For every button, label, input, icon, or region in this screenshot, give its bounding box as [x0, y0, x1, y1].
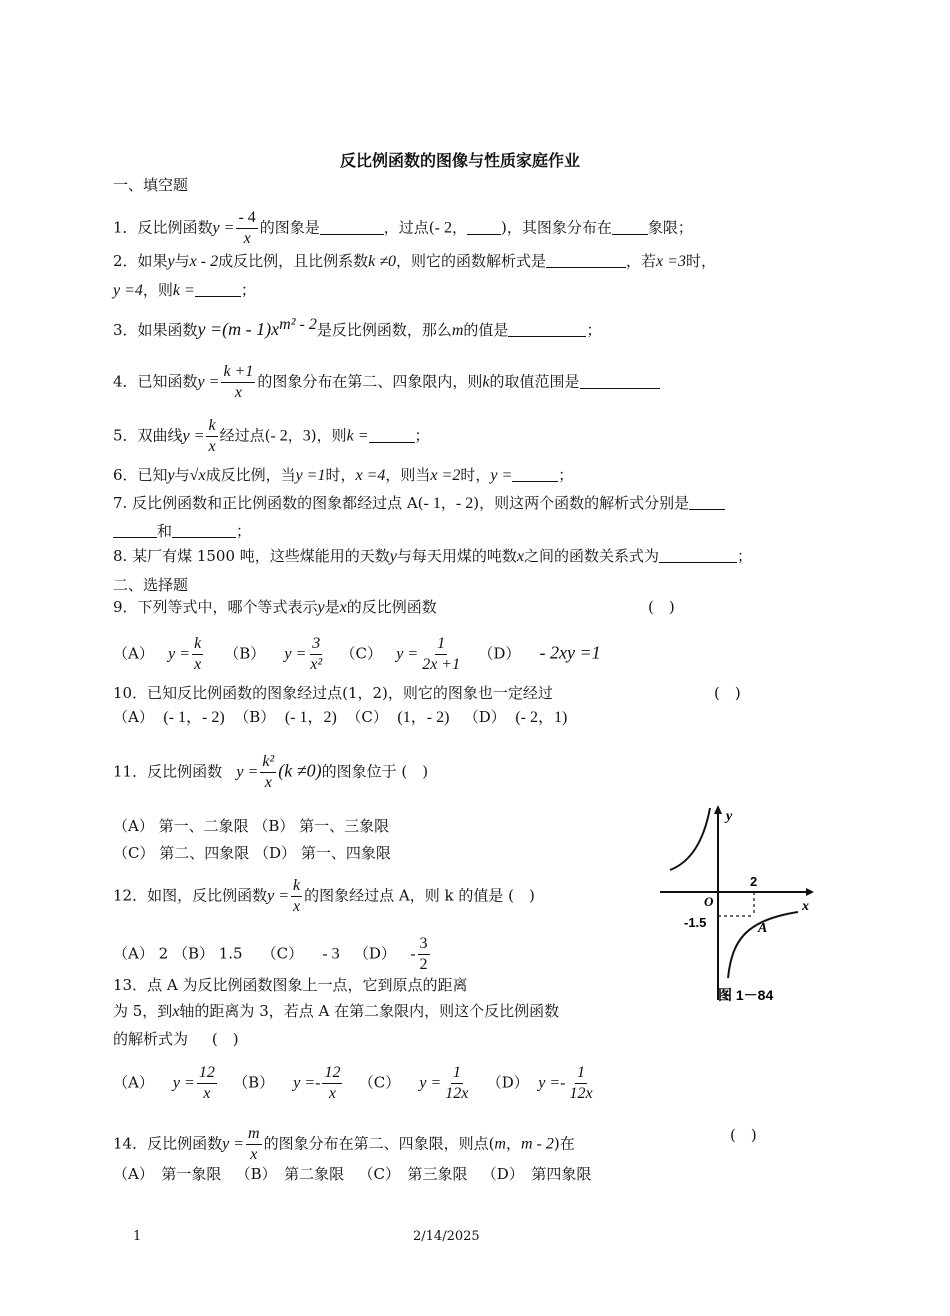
question-10: 10．已知反比例函数的图象经过点(1，2)，则它的图象也一定经过: [113, 684, 553, 702]
page-number: 1: [133, 1229, 142, 1244]
question-12-options: （A） 2 （B） 1.5 （C） - 3 （D） - $\frac{3}{2}$: [113, 935, 428, 973]
question-2: 2．如果y与x - 2成反比例，且比例系数k ≠0，则它的函数解析式是 ，若x =3时，: [113, 252, 716, 270]
question-10-options: （A） (- 1，- 2) （B） (- 1，2) （C） (1，- 2) （D） (- 2，1): [113, 708, 568, 726]
question-6: 6．已知y与√x成反比例，当y =1时，x =4，则当x =2时，y = ；: [113, 466, 574, 484]
section-fill-in: 一、填空题: [113, 176, 189, 194]
question-12: 12．如图，反比例函数y = $\frac{k}{x}$ 的图象经过点 A，则 k 的值是 ( ): [113, 877, 535, 915]
page-title: 反比例函数的图像与性质家庭作业: [340, 151, 581, 170]
x-axis-arrow: [806, 888, 814, 896]
question-7: 7. 反比例函数和正比例函数的图象都经过点 A(- 1，- 2)，则这两个函数的解析式分别是: [113, 492, 725, 515]
question-5: 5．双曲线y = $\frac{k}{x}$ 经过点(- 2，3)，则k = ；: [113, 417, 430, 455]
question-9-options: （A） y = $\frac{k}{x}$ （B） y = $\frac{3}{\text{x²}}$ （C） y = $\frac{1}{2x +1}$ （D） - 2xy =1: [113, 635, 601, 673]
y-axis-arrow: [714, 805, 722, 814]
origin-label: O: [704, 894, 714, 909]
q10-answer-paren: ( ): [714, 684, 741, 702]
hyperbola-figure: [656, 800, 836, 1005]
curve-upper-left: [670, 808, 710, 870]
y-axis-label: y: [726, 809, 733, 824]
figure-caption: 图 1－84: [718, 987, 774, 1003]
question-1: 1．反比例函数y = $\frac{- 4}{x}$ 的图象是 ，过点(- 2， )，其图象分布在 象限；: [113, 209, 693, 247]
question-14-options: （A） 第一象限 （B） 第二象限 （C） 第三象限 （D） 第四象限: [113, 1165, 592, 1183]
x-axis-label: x: [802, 899, 809, 914]
point-a-label: A: [758, 921, 768, 936]
question-13-cont-2: 的解析式为 ( ): [113, 1030, 239, 1048]
tick-x-label: 2: [750, 874, 758, 889]
section-choice: 二、选择题: [113, 576, 189, 594]
question-14: 14．反比例函数y = $\frac{m}{x}$ 的图象分布在第二、四象限，则点(m，m - 2)在: [113, 1125, 575, 1163]
question-13-cont: 为 5，到x轴的距离为 3，若点 A 在第二象限内，则这个反比例函数: [113, 1002, 560, 1020]
tick-y-label: -1.5: [684, 915, 707, 930]
question-8: 8. 某厂有煤 1500 吨，这些煤能用的天数y与每天用煤的吨数x之间的函数关系式为 ；: [113, 547, 753, 565]
q9-answer-paren: ( ): [648, 598, 675, 616]
question-7-cont: 和 ；: [113, 520, 251, 542]
question-3: 3．如果函数$y =(m - 1)x^{m^2 - 2}$是反比例函数，那么m的值是 ；: [113, 316, 602, 339]
question-2-cont: y =4，则k = ；: [113, 281, 256, 299]
question-13: 13．点 A 为反比例函数图象上一点，它到原点的距离: [113, 976, 468, 994]
question-11-options-2: （C） 第二、四象限 （D） 第一、四象限: [113, 844, 391, 862]
question-11: 11．反比例函数 y = $\frac{\text{k²}}{x}$ (k ≠0)的图象位于 ( ): [113, 753, 429, 791]
footer-date: 2/14/2025: [413, 1229, 480, 1244]
question-11-options-1: （A） 第一、二象限 （B） 第一、三象限: [113, 817, 390, 835]
question-13-options: （A） y = $\frac{12}{x}$ （B） y =- $\frac{12}{x}$ （C） y = $\frac{1}{12x}$ （D） y =- $\frac{1}{12x}$: [113, 1064, 593, 1102]
q14-answer-paren: ( ): [730, 1126, 757, 1144]
question-4: 4．已知函数y = $\frac{k +1}{x}$ 的图象分布在第二、四象限内，则k的取值范围是: [113, 362, 660, 403]
question-9: 9．下列等式中，哪个等式表示y是x的反比例函数: [113, 598, 437, 616]
